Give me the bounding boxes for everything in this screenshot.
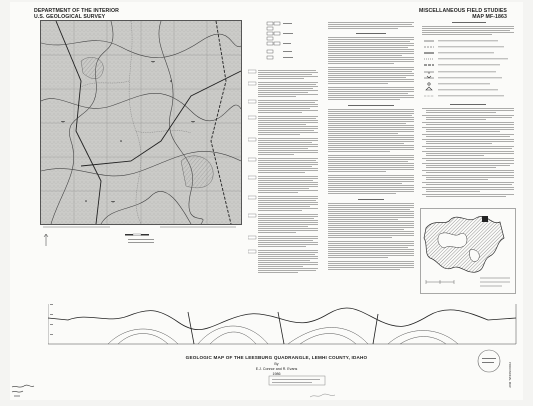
accession-stamp	[474, 347, 504, 375]
cross-section-profile	[48, 298, 518, 348]
cross-section[interactable]	[48, 298, 518, 348]
department-label: DEPARTMENT OF THE INTERIOR	[34, 8, 119, 14]
handwritten-note	[10, 384, 50, 398]
description-of-map-units-column	[248, 68, 320, 288]
catalog-number-mark	[308, 392, 338, 400]
header-right	[419, 8, 507, 20]
header-left	[34, 8, 119, 20]
unit-boxes	[265, 20, 297, 68]
scale-bar-area	[40, 224, 240, 250]
text-column-middle	[328, 20, 416, 290]
side-label-line-2: MAP	[508, 381, 512, 388]
library-stamp	[268, 374, 328, 388]
explanation-and-references-column	[422, 20, 516, 208]
title-by: By	[274, 362, 279, 366]
index-map	[420, 208, 516, 294]
geologic-map[interactable]	[40, 20, 242, 225]
quadrangle-location-marker	[482, 216, 488, 222]
map-title: GEOLOGIC MAP OF THE LEESBURG QUADRANGLE, LEMHI COUNTY, IDAHO	[185, 355, 368, 360]
side-label	[508, 362, 512, 388]
map-number-label: MAP MF-1863	[472, 14, 507, 20]
correlation-of-map-units	[265, 20, 297, 68]
series-label: MISCELLANEOUS FIELD STUDIES	[418, 8, 507, 14]
map-linework	[41, 21, 241, 224]
title-year: 1986	[272, 372, 281, 376]
map-sheet	[10, 2, 523, 400]
title-authors: E.J. Connor and R. Evans	[255, 367, 298, 371]
side-label-line-1: PROVISIONAL	[508, 362, 512, 381]
survey-label: U.S. GEOLOGICAL SURVEY	[34, 14, 106, 20]
